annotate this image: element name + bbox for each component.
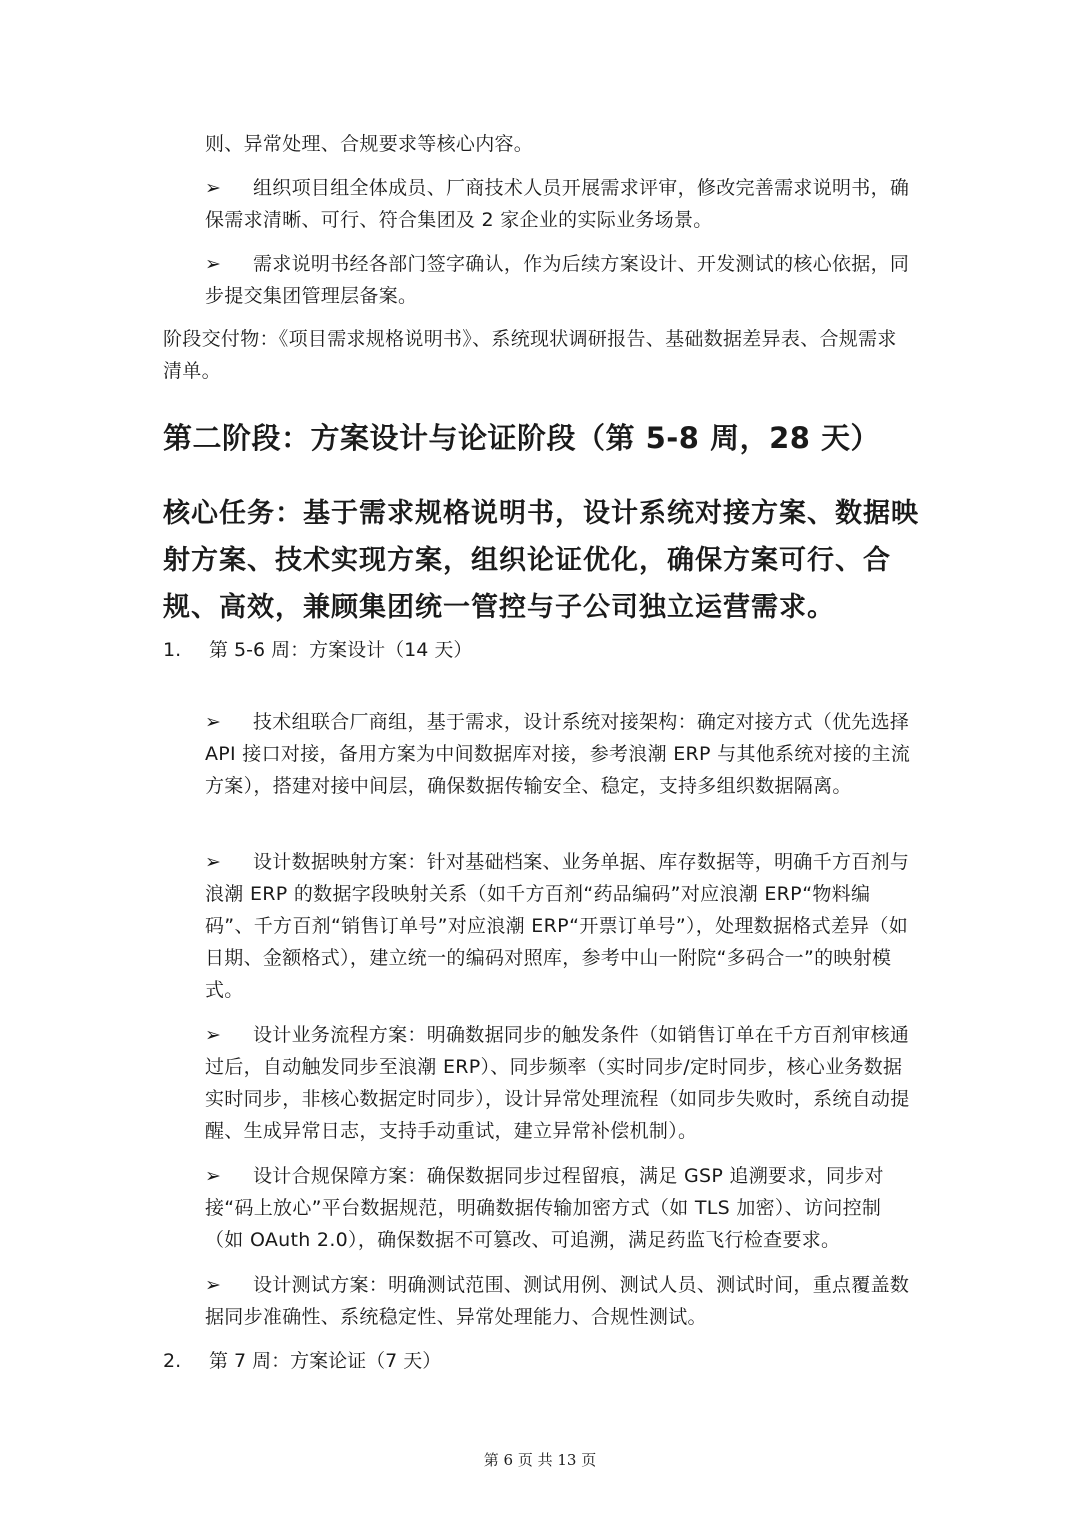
arrow-bullet-icon: ➢ [205, 1024, 222, 1046]
bullet-item [205, 846, 917, 1006]
bullet-item [205, 1019, 917, 1147]
bullet-item [205, 1160, 917, 1256]
bullet-item [205, 706, 917, 802]
stage-heading: 第二阶段：方案设计与论证阶段（第 5-8 周，28 天） [163, 421, 881, 455]
bullet-text: 设计业务流程方案：明确数据同步的触发条件（如销售订单在千方百剂审核通过后，自动触发同步至浪潮 ERP）、同步频率（实时同步/定时同步，核心业务数据实时同步，非核心数据定时同步），设计异常处理流程（如同步失败时，系统自动提醒、生成异常日志，支持手动重试，建立异常补偿机制）。 [205, 1024, 910, 1142]
item-number: 2. [163, 1350, 182, 1372]
bullet-text: 技术组联合厂商组，基于需求，设计系统对接架构：确定对接方式（优先选择 API 接口对接，备用方案为中间数据库对接，参考浪潮 ERP 与其他系统对接的主流方案），搭建对接中间层，确保数据传输安全、稳定，支持多组织数据隔离。 [205, 711, 911, 797]
core-task: 核心任务：基于需求规格说明书，设计系统对接方案、数据映射方案、技术实现方案，组织论证优化，确保方案可行、合规、高效，兼顾集团统一管控与子公司独立运营需求。 [163, 498, 919, 623]
bullet-text: 设计合规保障方案：确保数据同步过程留痕，满足 GSP 追溯要求，同步对接“码上放心”平台数据规范，明确数据传输加密方式（如 TLS 加密）、访问控制（如 OAuth 2.0），确保数据不可篡改、可追溯，满足药监飞行检查要求。 [205, 1165, 884, 1251]
arrow-bullet-icon: ➢ [205, 1165, 222, 1187]
bullet-item [205, 248, 917, 312]
item-text: 第 5-6 周：方案设计（14 天） [209, 639, 473, 661]
numbered-item [163, 1346, 441, 1376]
bullet-text: 组织项目组全体成员、厂商技术人员开展需求评审，修改完善需求说明书，确保需求清晰、可行、符合集团及 2 家企业的实际业务场景。 [205, 177, 910, 231]
bullet-text: 设计数据映射方案：针对基础档案、业务单据、库存数据等，明确千方百剂与浪潮 ERP 的数据字段映射关系（如千方百剂“药品编码”对应浪潮 ERP“物料编码”、千方百剂“销售订单号”对应浪潮 ERP“开票订单号”），处理数据格式差异（如日期、金额格式），建立统一的编码对照库，参考中山一附院“多码合一”的映射模式。 [205, 851, 910, 1001]
bullet-text: 需求说明书经各部门签字确认，作为后续方案设计、开发测试的核心依据，同步提交集团管理层备案。 [205, 253, 910, 307]
page-footer: 第 6 页 共 13 页 [483, 1451, 597, 1469]
bullet-item [205, 1269, 917, 1333]
arrow-bullet-icon: ➢ [205, 177, 222, 199]
bullet-item [205, 172, 917, 236]
item-number: 1. [163, 639, 182, 661]
arrow-bullet-icon: ➢ [205, 253, 222, 275]
arrow-bullet-icon: ➢ [205, 1274, 222, 1296]
arrow-bullet-icon: ➢ [205, 711, 222, 733]
numbered-item [163, 635, 472, 665]
continued-paragraph: 则、异常处理、合规要求等核心内容。 [205, 133, 534, 155]
bullet-text: 设计测试方案：明确测试范围、测试用例、测试人员、测试时间，重点覆盖数据同步准确性、系统稳定性、异常处理能力、合规性测试。 [205, 1274, 910, 1328]
arrow-bullet-icon: ➢ [205, 851, 222, 873]
item-text: 第 7 周：方案论证（7 天） [209, 1350, 442, 1372]
stage-deliverables: 阶段交付物：《项目需求规格说明书》、系统现状调研报告、基础数据差异表、合规需求清单。 [163, 328, 897, 382]
